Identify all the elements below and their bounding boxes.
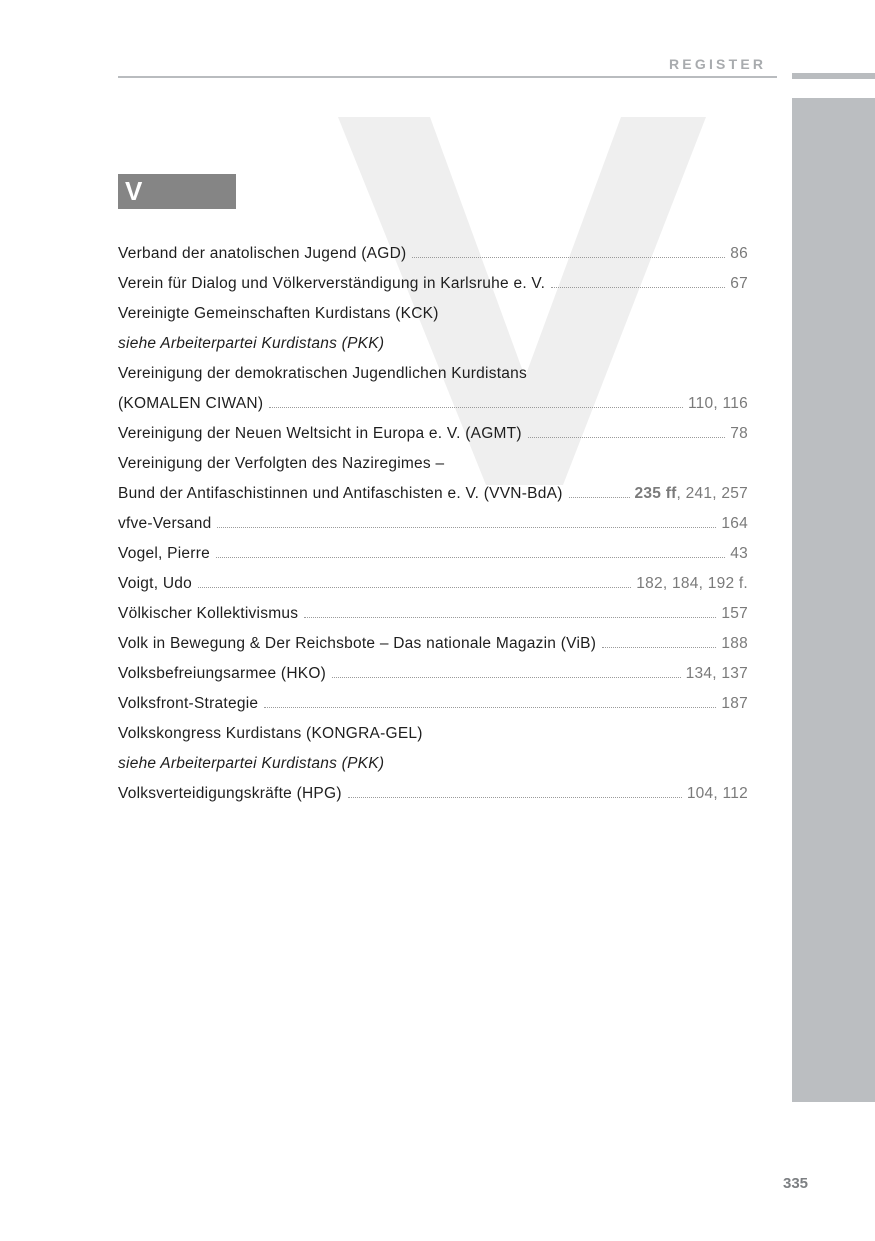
index-entry xyxy=(118,599,748,629)
entry-pages xyxy=(730,545,748,563)
section-letter-box xyxy=(118,174,236,209)
entry-pages-list: 104, 112 xyxy=(686,785,748,802)
entry-pages-list: , 241, 257 xyxy=(676,485,748,502)
entry-term: Volkskongress Kurdistans (KONGRA-GEL) xyxy=(118,725,423,742)
dot-leader xyxy=(528,437,725,438)
entry-pages xyxy=(721,635,748,653)
index-entries xyxy=(118,239,748,809)
entry-pages-list: 78 xyxy=(730,425,748,442)
thumb-index-tab xyxy=(792,98,875,1102)
entry-term: Vereinigung der demokratischen Jugendlichen Kurdistans xyxy=(118,365,527,382)
dot-leader xyxy=(217,527,716,528)
index-entry xyxy=(118,779,748,809)
index-entry xyxy=(118,389,748,419)
entry-pages-list: 67 xyxy=(730,275,748,292)
entry-pages xyxy=(686,665,748,683)
index-entry xyxy=(118,269,748,299)
entry-pages xyxy=(721,695,748,713)
entry-term: Volksbefreiungsarmee (HKO) xyxy=(118,665,327,682)
section-letter: V xyxy=(125,176,143,206)
index-entry xyxy=(118,329,748,359)
dot-leader xyxy=(269,407,683,408)
entry-pages-list: 188 xyxy=(721,635,748,652)
entry-term: Völkischer Kollektivismus xyxy=(118,605,299,622)
entry-pages xyxy=(721,515,748,533)
dot-leader xyxy=(551,287,725,288)
entry-term: Volk in Bewegung & Der Reichsbote – Das nationale Magazin (ViB) xyxy=(118,635,597,652)
entry-pages-list: 187 xyxy=(721,695,748,712)
entry-pages-primary: 235 ff xyxy=(634,485,677,502)
dot-leader xyxy=(602,647,716,648)
dot-leader xyxy=(216,557,725,558)
index-entry xyxy=(118,239,748,269)
dot-leader xyxy=(569,497,630,498)
entry-pages-list: 86 xyxy=(730,245,748,262)
entry-term: Vogel, Pierre xyxy=(118,545,210,562)
entry-term: Vereinigung der Verfolgten des Naziregimes – xyxy=(118,455,445,472)
cross-reference: siehe Arbeiterpartei Kurdistans (PKK) xyxy=(118,755,385,772)
dot-leader xyxy=(198,587,631,588)
entry-pages xyxy=(730,425,748,443)
running-header: REGISTER xyxy=(669,56,767,72)
entry-pages-list: 157 xyxy=(721,605,748,622)
entry-term: Verband der anatolischen Jugend (AGD) xyxy=(118,245,407,262)
dot-leader xyxy=(264,707,716,708)
dot-leader xyxy=(332,677,681,678)
entry-term: Verein für Dialog und Völkerverständigung in Karlsruhe e. V. xyxy=(118,275,546,292)
index-entry xyxy=(118,689,748,719)
index-entry xyxy=(118,449,748,479)
index-entry xyxy=(118,299,748,329)
index-entry xyxy=(118,539,748,569)
index-entry xyxy=(118,479,748,509)
dot-leader xyxy=(412,257,725,258)
entry-pages-list: 110, 116 xyxy=(687,395,748,412)
entry-term: Vereinigung der Neuen Weltsicht in Europa e. V. (AGMT) xyxy=(118,425,522,442)
entry-pages xyxy=(688,395,748,413)
index-entry xyxy=(118,749,748,779)
tab-top-bar xyxy=(792,73,875,79)
entry-term: Vereinigte Gemeinschaften Kurdistans (KCK) xyxy=(118,305,439,322)
index-entry xyxy=(118,719,748,749)
entry-term: Bund der Antifaschistinnen und Antifaschisten e. V. (VVN-BdA) xyxy=(118,485,563,502)
entry-pages xyxy=(730,245,748,263)
entry-pages xyxy=(721,605,748,623)
entry-term: Voigt, Udo xyxy=(118,575,193,592)
header-rule xyxy=(118,76,777,78)
entry-pages-list: 164 xyxy=(721,515,748,532)
entry-pages xyxy=(635,485,748,503)
entry-pages-list: 43 xyxy=(730,545,748,562)
entry-pages-list: 182, 184, 192 f. xyxy=(636,575,748,592)
index-entry xyxy=(118,359,748,389)
entry-term: Volksverteidigungskräfte (HPG) xyxy=(118,785,342,802)
entry-term: (KOMALEN CIWAN) xyxy=(118,395,264,412)
index-entry xyxy=(118,659,748,689)
index-entry xyxy=(118,629,748,659)
entry-pages xyxy=(687,785,748,803)
entry-pages xyxy=(636,575,748,593)
dot-leader xyxy=(348,797,682,798)
entry-term: Volksfront-Strategie xyxy=(118,695,259,712)
entry-pages-list: 134, 137 xyxy=(685,665,748,682)
page-number: 335 xyxy=(783,1175,809,1192)
entry-term: vfve-Versand xyxy=(118,515,212,532)
index-entry xyxy=(118,419,748,449)
index-entry xyxy=(118,569,748,599)
index-entry xyxy=(118,509,748,539)
dot-leader xyxy=(304,617,716,618)
entry-pages xyxy=(730,275,748,293)
cross-reference: siehe Arbeiterpartei Kurdistans (PKK) xyxy=(118,335,385,352)
